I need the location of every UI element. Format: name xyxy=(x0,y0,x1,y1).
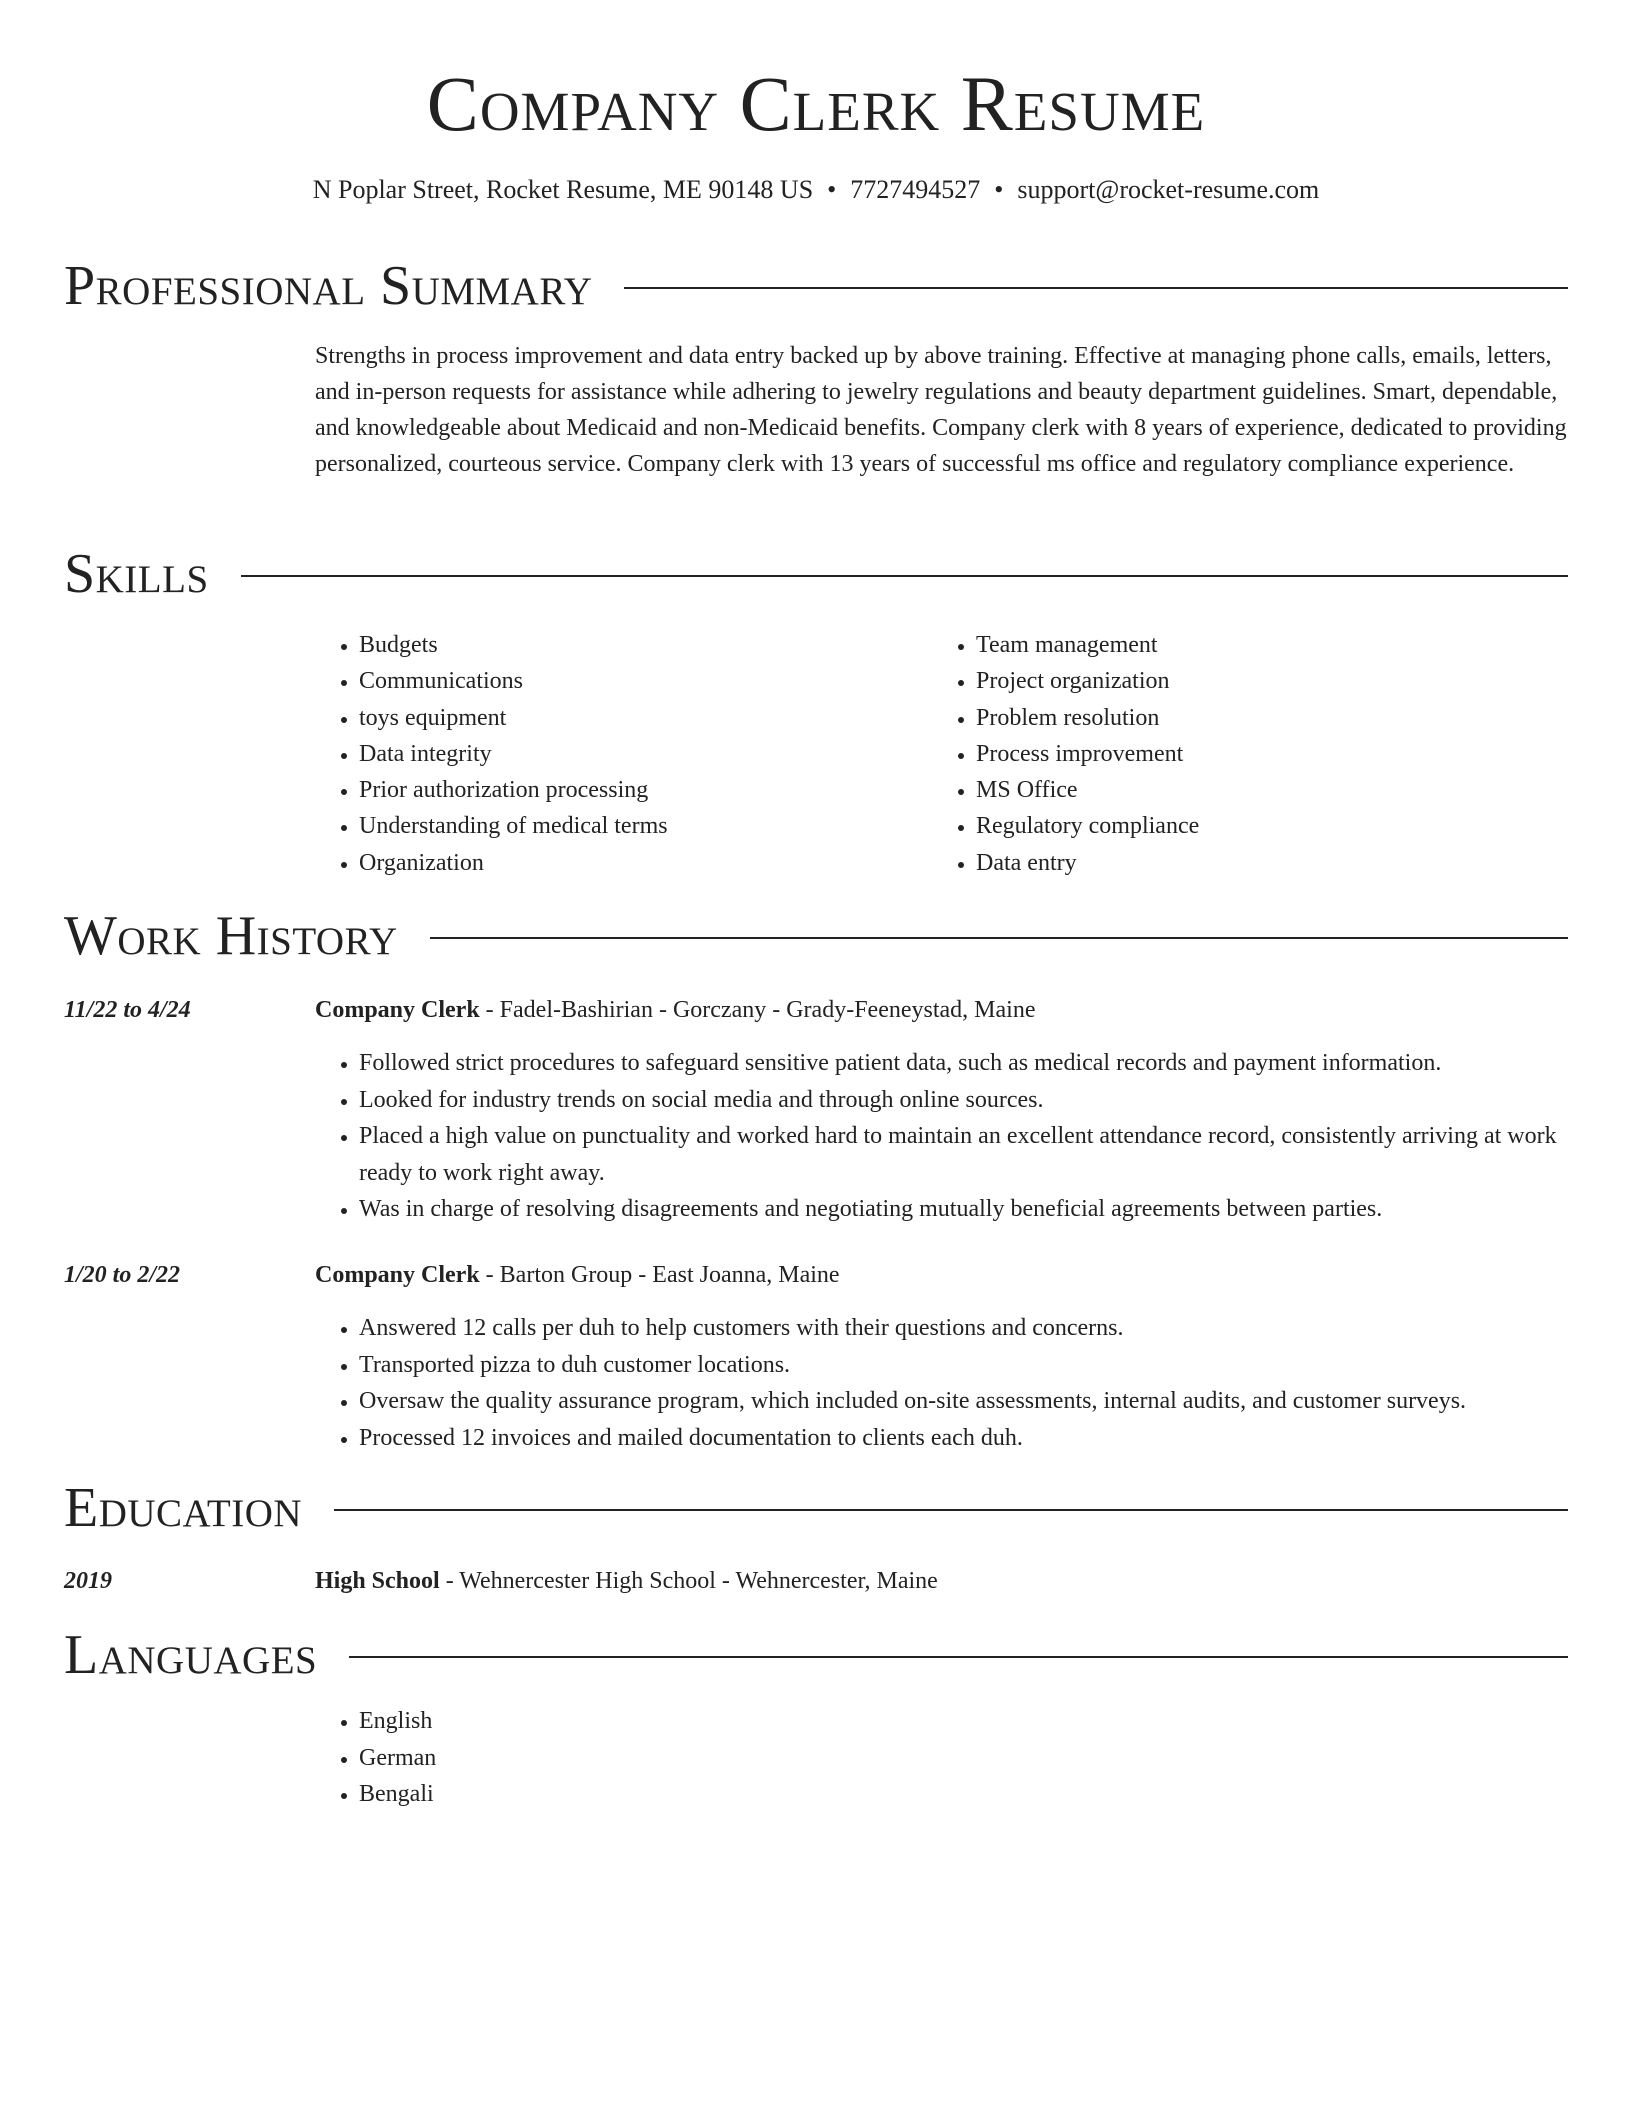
summary-text: Strengths in process improvement and data entry backed up by above training. Effective at managing phone calls, emails, letters, and in-person requests for assistance while adhering to jewelry regulations and beauty department guidelines. Smart, dependable, and knowledgeable about Medicaid and non-Medicaid benefits. Company clerk with 8 years of experience, dedicated to providing personalized, courteous service. Company clerk with 13 years of successful ms office and regulatory compliance experience. xyxy=(315,343,1567,477)
job-heading xyxy=(315,992,1035,1028)
languages-list xyxy=(315,1703,1569,1813)
summary-section-header xyxy=(64,254,1568,318)
skill-item: • Understanding of medical terms xyxy=(359,808,932,844)
job-bullet: • Looked for industry trends on social media and through online sources. xyxy=(359,1082,1569,1119)
job-title: Company Clerk xyxy=(315,997,480,1023)
skill-item: • Process improvement xyxy=(976,736,1549,772)
skills-column-left xyxy=(315,627,932,881)
section-divider xyxy=(241,575,1568,577)
section-divider xyxy=(624,287,1568,289)
skills-section-title: Skills xyxy=(64,543,209,605)
job-bullet: • Was in charge of resolving disagreements and negotiating mutually beneficial agreements between parties. xyxy=(359,1191,1569,1228)
language-item: • English xyxy=(359,1703,1569,1740)
skill-item: • Prior authorization processing xyxy=(359,772,932,808)
job-bullet: • Answered 12 calls per duh to help customers with their questions and concerns. xyxy=(359,1310,1569,1347)
skill-item: • Organization xyxy=(359,845,932,881)
work-section-header xyxy=(64,904,1568,968)
skill-item: • Communications xyxy=(359,663,932,699)
skills-section-header xyxy=(64,542,1568,606)
work-section-title: Work History xyxy=(64,905,398,967)
contact-address: N Poplar Street, Rocket Resume, ME 90148 US xyxy=(312,175,814,204)
job-bullets xyxy=(315,1045,1569,1228)
summary-section-title: Professional Summary xyxy=(64,255,593,317)
education-section-title: Education xyxy=(64,1477,303,1539)
skills-list xyxy=(315,627,1569,881)
language-item: • German xyxy=(359,1740,1569,1777)
section-divider xyxy=(334,1509,1568,1511)
skill-item: • MS Office xyxy=(976,772,1549,808)
job-bullet: • Processed 12 invoices and mailed documentation to clients each duh. xyxy=(359,1420,1569,1457)
job-heading xyxy=(315,1257,840,1293)
education-year: 2019 xyxy=(64,1568,112,1594)
job-bullet: • Oversaw the quality assurance program, which included on-site assessments, internal audits, and customer surveys. xyxy=(359,1383,1569,1420)
section-divider xyxy=(349,1656,1568,1658)
languages-section-header xyxy=(64,1623,1568,1687)
job-dates: 1/20 to 2/22 xyxy=(64,1262,181,1288)
education-section-header xyxy=(64,1476,1568,1540)
skill-item: • Problem resolution xyxy=(976,700,1549,736)
skill-item: • Data entry xyxy=(976,845,1549,881)
job-bullets xyxy=(315,1310,1569,1456)
education-degree: High School xyxy=(315,1568,440,1594)
languages-section-title: Languages xyxy=(64,1624,318,1686)
job-bullet: • Transported pizza to duh customer locations. xyxy=(359,1347,1569,1384)
contact-separator: • xyxy=(994,175,1004,204)
contact-separator: • xyxy=(827,175,837,204)
education-heading xyxy=(315,1563,938,1599)
contact-email: support@rocket-resume.com xyxy=(1017,175,1320,204)
education-details: - Wehnercester High School - Wehnercester, Maine xyxy=(439,1568,938,1594)
job-details: - Barton Group - East Joanna, Maine xyxy=(479,1262,840,1288)
skill-item: • Team management xyxy=(976,627,1549,663)
skill-item: • Data integrity xyxy=(359,736,932,772)
job-bullet: • Placed a high value on punctuality and worked hard to maintain an excellent attendance record, consistently arriving at work ready to work right away. xyxy=(359,1118,1569,1191)
job-title: Company Clerk xyxy=(315,1262,480,1288)
language-item: • Bengali xyxy=(359,1776,1569,1813)
skills-column-right xyxy=(932,627,1549,881)
skill-item: • Regulatory compliance xyxy=(976,808,1549,844)
section-divider xyxy=(430,937,1568,939)
skill-item: • Project organization xyxy=(976,663,1549,699)
contact-line xyxy=(0,172,1632,208)
job-details: - Fadel-Bashirian - Gorczany - Grady-Feeneystad, Maine xyxy=(479,997,1036,1023)
skill-item: • toys equipment xyxy=(359,700,932,736)
skill-item: • Budgets xyxy=(359,627,932,663)
job-dates: 11/22 to 4/24 xyxy=(64,997,191,1023)
resume-title: Company Clerk Resume xyxy=(426,60,1206,147)
contact-phone: 7727494527 xyxy=(850,175,981,204)
job-bullet: • Followed strict procedures to safeguard sensitive patient data, such as medical records and payment information. xyxy=(359,1045,1569,1082)
